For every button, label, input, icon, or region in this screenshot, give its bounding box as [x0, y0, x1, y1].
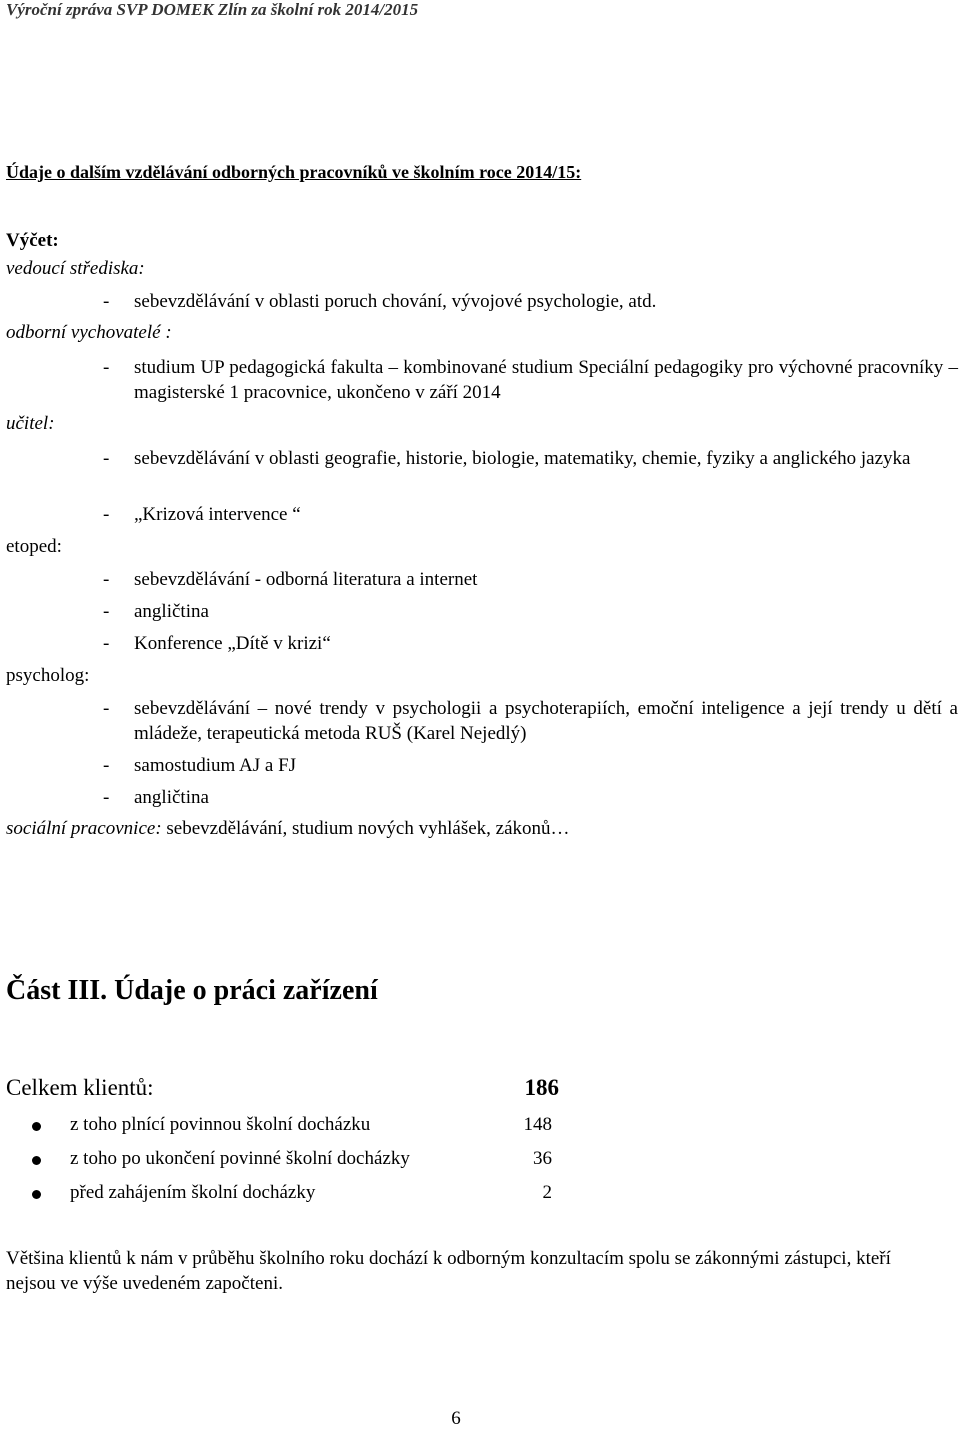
stat-label: z toho po ukončení povinné školní docházky — [70, 1148, 410, 1169]
item-text: studium UP pedagogická fakulta – kombinované studium Speciální pedagogiky pro výchovné pracovníky – magisterské 1 pracovnice, ukončeno v září 2014 — [134, 357, 958, 403]
stat-value: 2 — [542, 1182, 552, 1203]
section-title: Údaje o dalším vzdělávání odborných pracovníků ve školním roce 2014/15: — [6, 162, 582, 182]
list-item — [103, 632, 958, 657]
list-item — [103, 600, 958, 625]
stat-label: před zahájením školní docházky — [70, 1182, 316, 1203]
group-label-ucitel: učitel: — [6, 413, 55, 434]
group-label-vychovatele: odborní vychovatelé : — [6, 322, 172, 343]
item-text: Konference „Dítě v krizi“ — [134, 633, 331, 654]
social-text: sebevzdělávání, studium nových vyhlášek, zákonů… — [161, 818, 570, 839]
clients-total-value: 186 — [524, 1075, 559, 1100]
social-worker-line — [6, 818, 570, 840]
item-text: samostudium AJ a FJ — [134, 755, 297, 776]
group-label-vedouci: vedoucí střediska: — [6, 258, 145, 279]
list-item — [103, 356, 958, 405]
dash-marker: - — [103, 633, 110, 654]
clients-total — [6, 1075, 566, 1105]
item-text: sebevzdělávání v oblasti geografie, historie, biologie, matematiky, chemie, fyziky a anglického jazyka — [134, 448, 911, 469]
group-label-psycholog: psycholog: — [6, 665, 90, 686]
group-label-etoped: etoped: — [6, 536, 62, 557]
dash-marker: - — [103, 448, 110, 469]
item-text: sebevzdělávání - odborná literatura a internet — [134, 569, 478, 590]
bullet-icon — [32, 1156, 41, 1165]
clients-total-label: Celkem klientů: — [6, 1075, 154, 1100]
item-text: „Krizová intervence “ — [134, 504, 301, 525]
item-text: sebevzdělávání – nové trendy v psychologii a psychoterapiích, emoční inteligence a její trendy u dětí a mládeže, terapeutická metoda RUŠ (Karel Nejedlý) — [134, 698, 958, 744]
list-label: Výčet: — [6, 230, 59, 251]
dash-marker: - — [103, 569, 110, 590]
stat-row — [32, 1182, 552, 1208]
item-text: angličtina — [134, 787, 209, 808]
dash-marker: - — [103, 504, 110, 525]
list-item — [103, 503, 958, 528]
item-text: sebevzdělávání v oblasti poruch chování, vývojové psychologie, atd. — [134, 291, 657, 312]
stat-row — [32, 1114, 552, 1140]
stat-value: 36 — [533, 1148, 552, 1169]
page-number: 6 — [451, 1408, 461, 1429]
bullet-icon — [32, 1190, 41, 1199]
page-header: Výroční zpráva SVP DOMEK Zlín za školní rok 2014/2015 — [6, 0, 419, 19]
list-item — [103, 568, 958, 593]
item-text: angličtina — [134, 601, 209, 622]
list-item — [103, 447, 958, 472]
bullet-icon — [32, 1122, 41, 1131]
dash-marker: - — [103, 698, 110, 719]
dash-marker: - — [103, 291, 110, 312]
list-item — [103, 786, 958, 811]
stat-row — [32, 1148, 552, 1174]
dash-marker: - — [103, 601, 110, 622]
group-label-social: sociální pracovnice: — [6, 818, 162, 839]
list-item — [103, 697, 958, 746]
list-item — [103, 754, 958, 779]
closing-paragraph: Většina klientů k nám v průběhu školního roku dochází k odborným konzultacím spolu se zákonnými zástupci, kteří nejsou ve výše uvedeném započteni. — [6, 1248, 891, 1294]
dash-marker: - — [103, 755, 110, 776]
stat-value: 148 — [523, 1114, 552, 1135]
dash-marker: - — [103, 787, 110, 808]
stat-label: z toho plnící povinnou školní docházku — [70, 1114, 371, 1135]
part-title: Část III. Údaje o práci zařízení — [6, 975, 378, 1006]
list-item — [103, 290, 958, 315]
dash-marker: - — [103, 357, 110, 378]
